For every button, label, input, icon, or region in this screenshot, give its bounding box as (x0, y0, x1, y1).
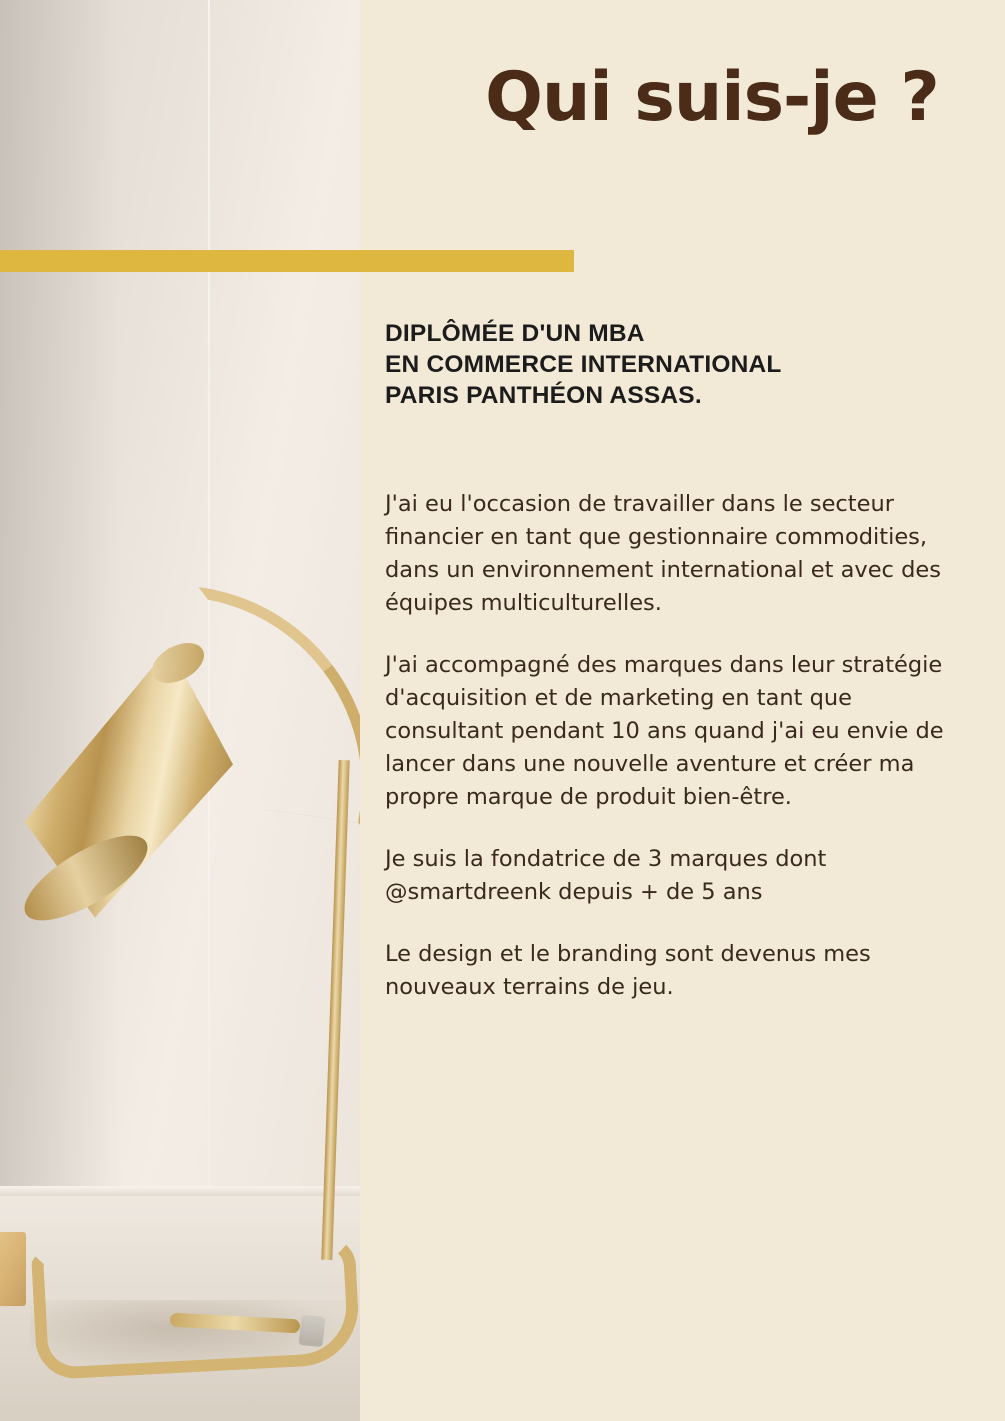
biography-paragraph: J'ai accompagné des marques dans leur stratégie d'acquisition et de marketing en tant que consultant pendant 10 ans quand j'ai eu envie de lancer dans une nouvelle aventure et créer ma propre marque de produit bien-être. (385, 652, 944, 810)
credentials-line-2: EN COMMERCE INTERNATIONAL (385, 351, 782, 378)
credentials-heading (385, 318, 965, 411)
biography-text (385, 488, 977, 1004)
credentials-line-1: DIPLÔMÉE D'UN MBA (385, 320, 645, 347)
content-column (384, 0, 984, 1421)
credentials-line-3: PARIS PANTHÉON ASSAS. (385, 382, 702, 409)
page-title: Qui suis-je ? (485, 58, 939, 137)
lamp-base (31, 1236, 360, 1381)
photo-wood-block (0, 1232, 26, 1306)
photo-wall-shadow (0, 0, 120, 1210)
biography-paragraph: Je suis la fondatrice de 3 marques dont @smartdreenk depuis + de 5 ans (385, 846, 827, 905)
photo-table-edge (0, 1186, 360, 1196)
biography-paragraph: Le design et le branding sont devenus mes nouveaux terrains de jeu. (385, 941, 871, 1000)
biography-paragraph: J'ai eu l'occasion de travailler dans le secteur financier en tant que gestionnaire commodities, dans un environnement international et avec des équipes multiculturelles. (385, 491, 941, 616)
lamp-foot (298, 1315, 325, 1347)
lamp-photo (0, 0, 360, 1421)
